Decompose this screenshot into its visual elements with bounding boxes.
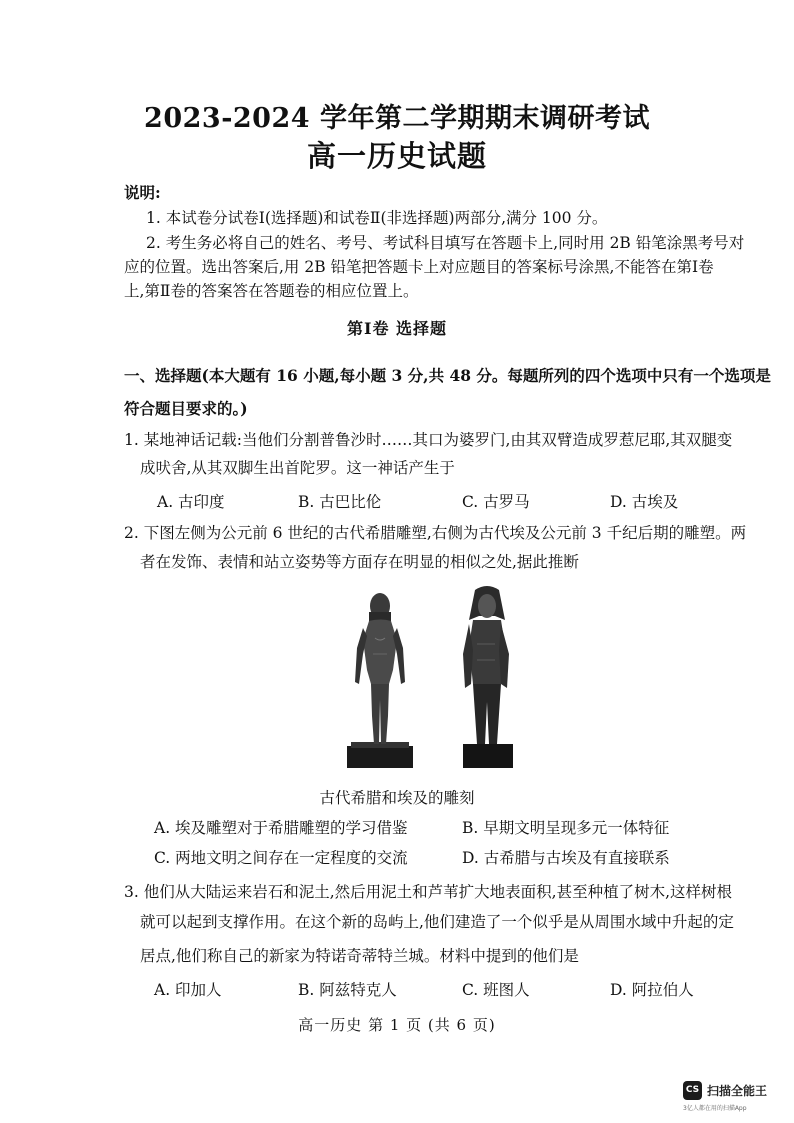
- page-footer: 高一历史 第 1 页 (共 6 页): [298, 1016, 496, 1034]
- question-2-stem-a: 2. 下图左侧为公元前 6 世纪的古代希腊雕塑,右侧为古代埃及公元前 3 千纪后期的雕塑。两: [124, 524, 747, 542]
- question-3-option-c: C. 班图人: [462, 981, 530, 999]
- egyptian-statue-image: [455, 584, 519, 770]
- question-1-option-c: C. 古罗马: [462, 493, 530, 511]
- watermark-name: 扫描全能王: [707, 1084, 768, 1098]
- section-heading-b: 符合题目要求的。): [124, 399, 248, 418]
- instruction-line-2a: 2. 考生务必将自己的姓名、考号、考试科目填写在答题卡上,同时用 2B 铅笔涂黑考号对: [146, 234, 745, 252]
- instruction-line-1: 1. 本试卷分试卷Ⅰ(选择题)和试卷Ⅱ(非选择题)两部分,满分 100 分。: [146, 209, 608, 227]
- section-heading-a: 一、选择题(本大题有 16 小题,每小题 3 分,共 48 分。每题所列的四个选项中只有一个选项是: [124, 366, 771, 385]
- exam-title: 2023-2024 学年第二学期期末调研考试: [144, 103, 650, 134]
- camscanner-logo-icon: CS: [683, 1081, 702, 1100]
- question-1-option-b: B. 古巴比伦: [298, 493, 382, 511]
- figure-caption: 古代希腊和埃及的雕刻: [319, 789, 475, 807]
- question-3-stem-b: 就可以起到支撑作用。在这个新的岛屿上,他们建造了一个似乎是从周围水域中升起的定: [140, 913, 734, 931]
- question-1-stem-b: 成吠舍,从其双脚生出首陀罗。这一神话产生于: [140, 459, 455, 477]
- question-1-option-d: D. 古埃及: [610, 493, 679, 511]
- question-3-option-d: D. 阿拉伯人: [610, 981, 694, 999]
- question-2-option-d: D. 古希腊与古埃及有直接联系: [462, 849, 670, 867]
- question-3-stem-c: 居点,他们称自己的新家为特诺奇蒂特兰城。材料中提到的他们是: [140, 947, 579, 965]
- question-1-stem-a: 1. 某地神话记载:当他们分割普鲁沙时……其口为婆罗门,由其双臂造成罗惹尼耶,其双腿变: [124, 431, 733, 449]
- question-3-option-b: B. 阿兹特克人: [298, 981, 397, 999]
- question-3-option-a: A. 印加人: [154, 981, 222, 999]
- question-1-option-a: A. 古印度: [157, 493, 225, 511]
- question-2-option-c: C. 两地文明之间存在一定程度的交流: [154, 849, 408, 867]
- question-2-option-b: B. 早期文明呈现多元一体特征: [462, 819, 670, 837]
- question-2-option-a: A. 埃及雕塑对于希腊雕塑的学习借鉴: [154, 819, 408, 837]
- question-2-stem-b: 者在发饰、表情和站立姿势等方面存在明显的相似之处,据此推断: [140, 553, 579, 571]
- instruction-line-2c: 上,第Ⅱ卷的答案答在答题卷的相应位置上。: [124, 282, 419, 300]
- section-title: 第Ⅰ卷 选择题: [346, 319, 448, 338]
- watermark-tagline: 3亿人都在用的扫描App: [683, 1105, 747, 1112]
- scanner-watermark: [683, 1081, 787, 1113]
- greek-kouros-statue-image: [345, 588, 415, 770]
- exam-subtitle: 高一历史试题: [306, 139, 487, 173]
- instructions-label: 说明:: [124, 183, 161, 202]
- question-3-stem-a: 3. 他们从大陆运来岩石和泥土,然后用泥土和芦苇扩大地表面积,甚至种植了树木,这样树根: [124, 883, 732, 901]
- instruction-line-2b: 应的位置。选出答案后,用 2B 铅笔把答题卡上对应题目的答案标号涂黑,不能答在第Ⅰ卷: [124, 258, 714, 276]
